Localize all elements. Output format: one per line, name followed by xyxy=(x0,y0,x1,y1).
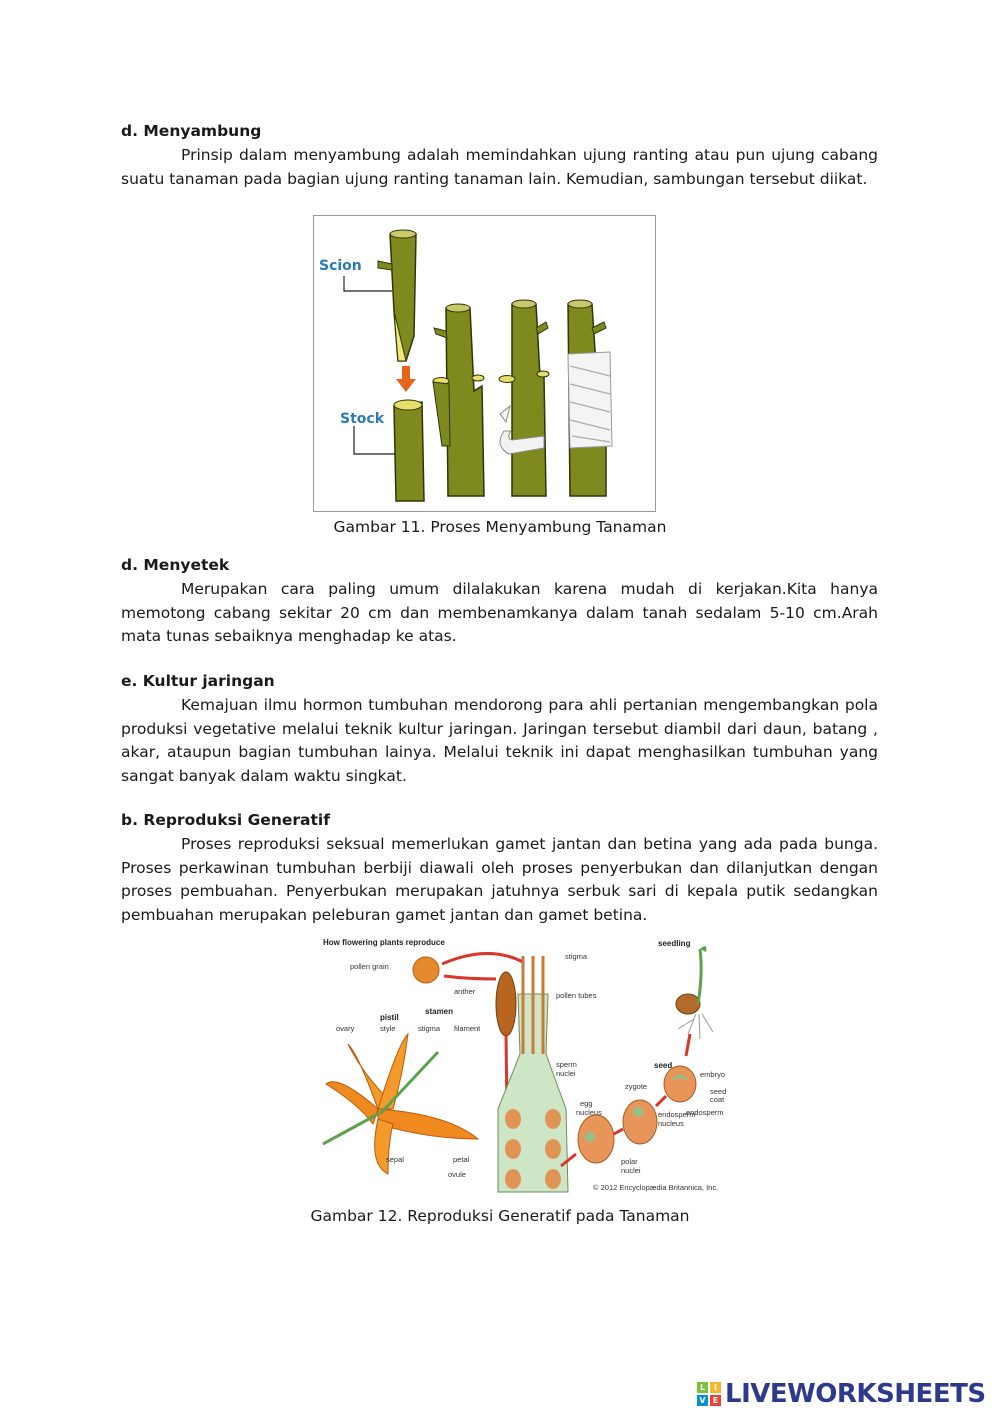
figure-12-caption: Gambar 12. Reproduksi Generatif pada Tanaman xyxy=(310,1207,690,1225)
label-endosperm-seed: endosperm xyxy=(686,1108,724,1117)
label-sperm-nuclei: nuclei xyxy=(556,1069,576,1078)
reproduction-illustration xyxy=(318,934,738,1196)
paragraph-menyetek: Merupakan cara paling umum dilalakukan karena mudah di kerjakan.Kita hanya memotong cabang sekitar 20 cm dan membenamkanya dalam tanah sedalam 5-10 cm.Arah mata tunas sebaiknya menghadap ke atas. xyxy=(121,580,878,645)
label-pollen-grain: pollen grain xyxy=(350,962,389,971)
anther xyxy=(496,972,516,1036)
arrow-to-stigma xyxy=(442,953,523,964)
stock-label: Stock xyxy=(340,411,385,427)
label-petal: petal xyxy=(453,1155,470,1164)
grafted-branch-step-3 xyxy=(499,300,549,496)
label-pistil: pistil xyxy=(380,1013,399,1022)
ovule-fertilized xyxy=(578,1115,614,1163)
label-style: style xyxy=(380,1024,396,1033)
seedling xyxy=(676,946,713,1039)
pollen-grain xyxy=(413,957,439,983)
heading-reproduksi-generatif: b. Reproduksi Generatif xyxy=(121,811,330,829)
heading-menyetek: d. Menyetek xyxy=(121,556,230,574)
heading-menyambung: d. Menyambung xyxy=(121,122,262,140)
label-egg: egg xyxy=(580,1099,593,1108)
label-egg-nucleus: nucleus xyxy=(576,1108,602,1117)
logo-text: LIVEWORKSHEETS xyxy=(725,1379,986,1409)
label-polar-nuclei: nuclei xyxy=(621,1166,641,1175)
paragraph-kultur-jaringan: Kemajuan ilmu hormon tumbuhan mendorong para ahli pertanian mengembangkan pola produksi vegetative melalui teknik kultur jaringan. Jaringan tersebut diambil dari daun, batang , akar, ataupun bagian tumbuhan lainya. Melalui teknik ini dapat menghasilkan tumbuhan yang sangat banyak dalam waktu singkat. xyxy=(121,696,878,785)
label-stigma: stigma xyxy=(418,1024,441,1033)
label-seedling: seedling xyxy=(658,939,691,948)
logo-grid-icon xyxy=(697,1382,721,1406)
label-filament: filament xyxy=(454,1024,481,1033)
label-seed-word: seed xyxy=(710,1087,727,1096)
seed xyxy=(664,1066,696,1102)
label-anther: anther xyxy=(454,987,476,996)
label-polar: polar xyxy=(621,1157,638,1166)
label-sepal: sepal xyxy=(386,1155,404,1164)
label-pollen-tubes: pollen tubes xyxy=(556,991,597,1000)
label-endosperm: endosperm xyxy=(658,1110,696,1119)
label-stigma-top: stigma xyxy=(565,952,588,961)
logo-letter-i: I xyxy=(710,1382,721,1393)
logo-letter-e: E xyxy=(710,1395,721,1406)
grafting-illustration xyxy=(314,216,655,511)
label-sperm: sperm xyxy=(556,1060,577,1069)
figure-grafting-process xyxy=(313,215,656,512)
label-seed: seed xyxy=(654,1061,673,1070)
paragraph-reproduksi-generatif: Proses reproduksi seksual memerlukan gamet jantan dan betina yang ada pada bunga. Proses perkawinan tumbuhan berbiji diawali oleh proses penyerbukan dan dilanjutkan dengan proses pembuahan. Penyerbukan merupakan jatuhnya serbuk sari di kepala putik sedangkan pembuahan merupakan peleburan gamet jantan dan gamet betina. xyxy=(121,835,878,924)
label-zygote: zygote xyxy=(625,1082,648,1091)
arrow-from-anther xyxy=(444,976,496,979)
grafted-branch-step-2 xyxy=(433,304,484,496)
grafted-branch-step-4 xyxy=(568,300,612,496)
label-stamen: stamen xyxy=(425,1007,454,1016)
scion-branch xyxy=(378,230,416,361)
copyright-notice: © 2012 Encyclopædia Britannica, Inc. xyxy=(593,1183,719,1192)
label-ovary: ovary xyxy=(336,1024,355,1033)
heading-kultur-jaringan: e. Kultur jaringan xyxy=(121,672,275,690)
logo-letter-v: V xyxy=(697,1395,708,1406)
label-seed-coat: coat xyxy=(710,1095,725,1104)
label-ovule: ovule xyxy=(448,1170,466,1179)
stock-branch xyxy=(394,400,424,501)
lily-flower xyxy=(323,1034,478,1174)
diagram-title: How flowering plants reproduce xyxy=(323,938,445,947)
zygote-ovule xyxy=(623,1100,657,1144)
scion-label: Scion xyxy=(319,258,362,274)
label-endosperm-nucleus: nucleus xyxy=(658,1119,684,1128)
figure-flowering-plant-reproduction xyxy=(318,934,738,1196)
figure-11-caption: Gambar 11. Proses Menyambung Tanaman xyxy=(333,518,667,536)
paragraph-menyambung: Prinsip dalam menyambung adalah memindahkan ujung ranting atau pun ujung cabang suatu tanaman pada bagian ujung ranting tanaman lain. Kemudian, sambungan tersebut diikat. xyxy=(121,146,878,188)
liveworksheets-logo xyxy=(697,1378,986,1410)
down-arrow-icon xyxy=(396,366,416,392)
logo-letter-l: L xyxy=(697,1382,708,1393)
label-embryo: embryo xyxy=(700,1070,726,1079)
